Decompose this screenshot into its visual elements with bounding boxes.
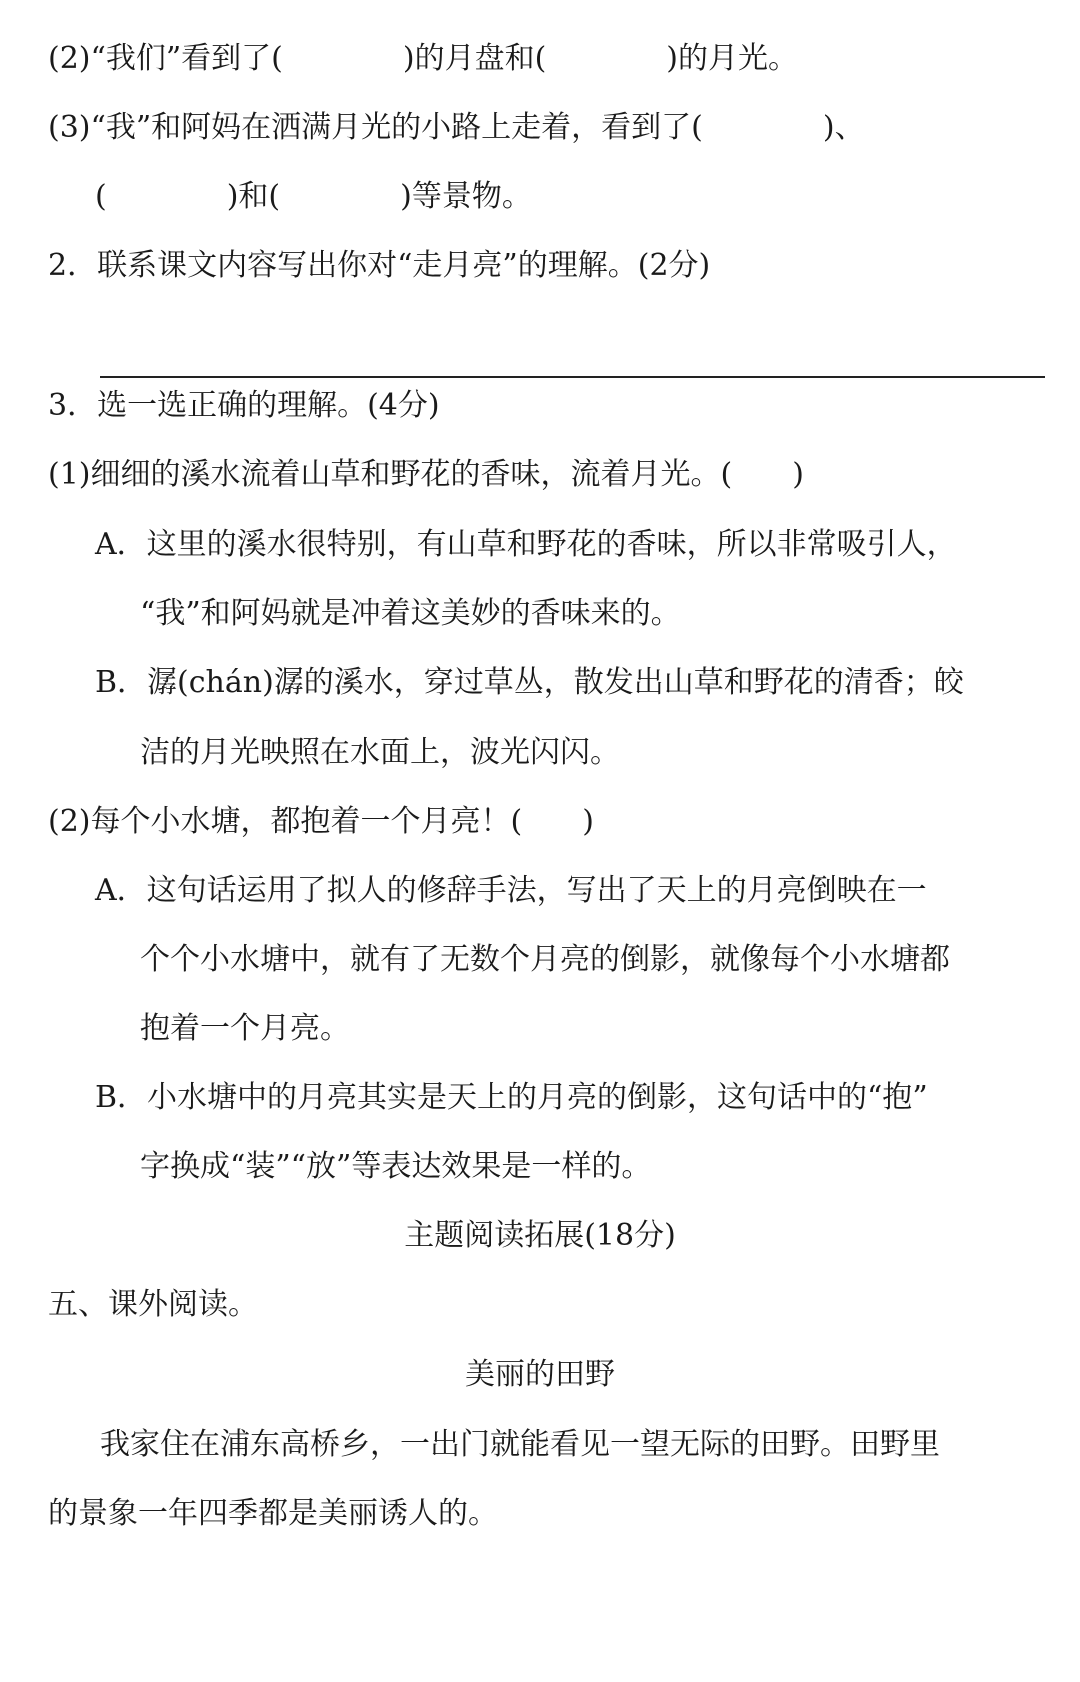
q3-item-1-option-b-line-2: 洁的月光映照在水面上，波光闪闪。 [140, 735, 620, 770]
q1-item-2: (2)“我们”看到了( )的月盘和( )的月光。 [48, 41, 798, 76]
q3-item-1-option-a-line-1: A．这里的溪水很特别，有山草和野花的香味，所以非常吸引人， [95, 527, 957, 562]
q3-item-2-option-a-line-2: 个个小水塘中，就有了无数个月亮的倒影，就像每个小水塘都 [140, 942, 950, 977]
q3-item-2: (2)每个小水塘，都抱着一个月亮！( ) [48, 804, 594, 839]
q1-item-3-line-2: ( )和( )等景物。 [95, 179, 532, 214]
q3-item-2-option-b-line-1: B．小水塘中的月亮其实是天上的月亮的倒影，这句话中的“抱” [95, 1080, 928, 1115]
q3-item-1-option-b-line-1: B．潺(chán)潺的溪水，穿过草丛，散发出山草和野花的清香；皎 [95, 665, 964, 700]
q3-item-2-option-b-line-2: 字换成“装”“放”等表达效果是一样的。 [140, 1149, 652, 1184]
q3-item-1-option-a-line-2: “我”和阿妈就是冲着这美妙的香味来的。 [140, 596, 681, 631]
passage-title: 美丽的田野 [465, 1357, 615, 1392]
q3-item-1: (1)细细的溪水流着山草和野花的香味，流着月光。( ) [48, 457, 804, 492]
q3-item-2-option-a-line-1: A．这句话运用了拟人的修辞手法，写出了天上的月亮倒映在一 [95, 873, 927, 908]
section-heading: 五、课外阅读。 [48, 1287, 258, 1322]
answer-line[interactable] [100, 376, 1045, 378]
passage-line-1: 我家住在浦东高桥乡，一出门就能看见一望无际的田野。田野里 [100, 1427, 940, 1462]
q2-prompt: 2．联系课文内容写出你对“走月亮”的理解。(2分) [48, 248, 711, 283]
q1-item-3-line-1: (3)“我”和阿妈在洒满月光的小路上走着，看到了( )、 [48, 110, 865, 145]
passage-line-2: 的景象一年四季都是美丽诱人的。 [48, 1496, 498, 1531]
section-subtitle: 主题阅读拓展(18分) [404, 1218, 676, 1253]
q3-prompt: 3．选一选正确的理解。(4分) [48, 388, 440, 423]
q3-item-2-option-a-line-3: 抱着一个月亮。 [140, 1011, 350, 1046]
